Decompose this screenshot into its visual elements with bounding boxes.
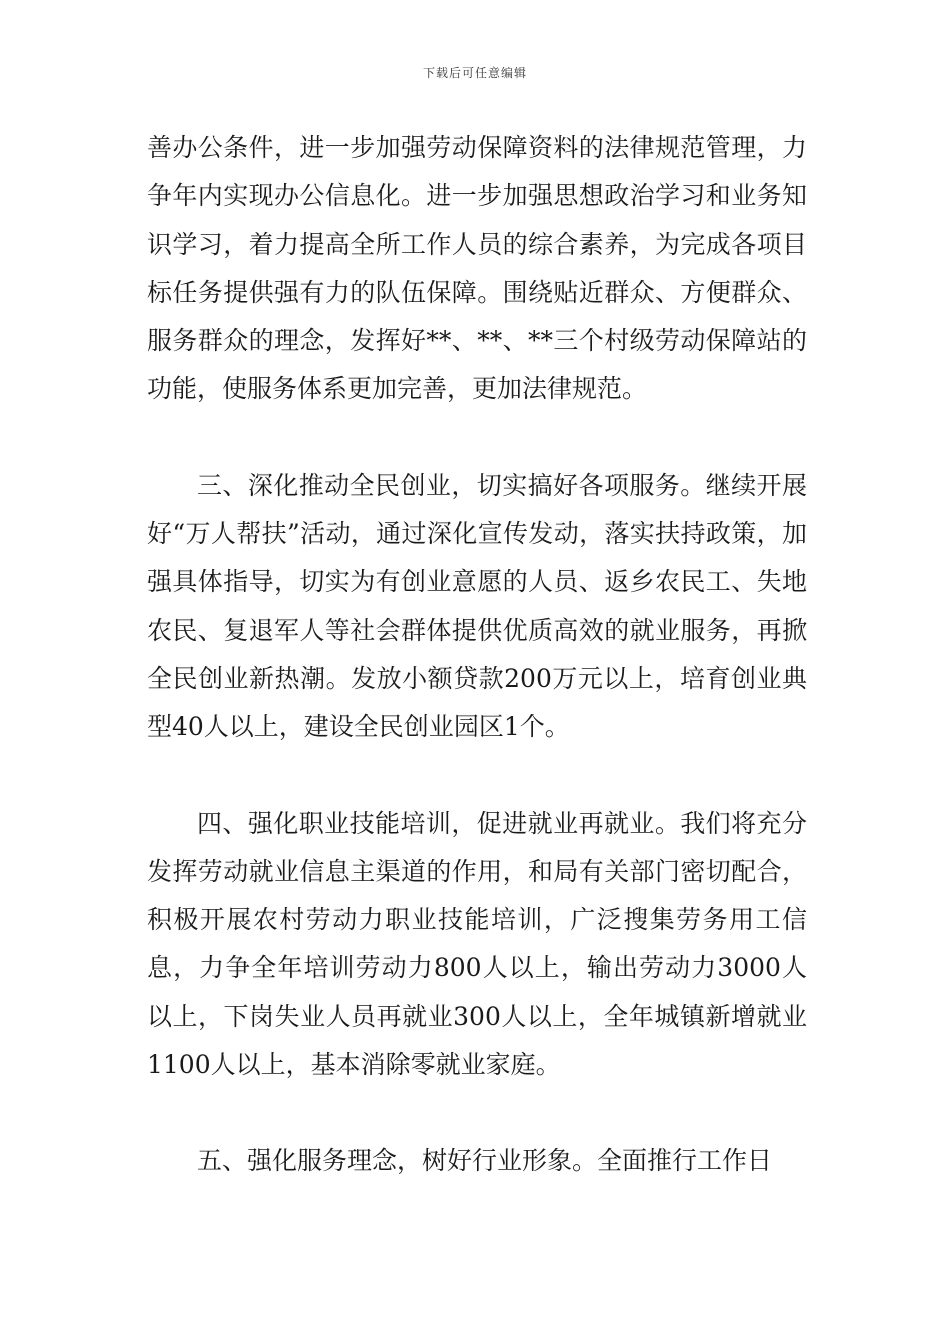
- paragraph-gap: [147, 414, 807, 462]
- paragraph-gap: [147, 752, 807, 800]
- page-header-note: 下载后可任意编辑: [422, 66, 527, 80]
- paragraph-entrepreneurship: 三、深化推动全民创业，切实搞好各项服务。继续开展好“万人帮扶”活动，通过深化宣传发动，落实扶持政策，加强具体指导，切实为有创业意愿的人员、返乡农民工、失地农民、复退军人等社会群体提供优质高效的就业服务，再掀全民创业新热潮。发放小额贷款200万元以上，培育创业典型40人以上，建设全民创业园区1个。: [147, 470, 807, 742]
- document-body: [147, 124, 807, 1186]
- paragraph-gap: [147, 1089, 807, 1137]
- paragraph-service-philosophy: 五、强化服务理念，树好行业形象。全面推行工作日: [197, 1146, 773, 1176]
- paragraph-office-conditions: 善办公条件，进一步加强劳动保障资料的法律规范管理，力争年内实现办公信息化。进一步加强思想政治学习和业务知识学习，着力提高全所工作人员的综合素养，为完成各项目标任务提供强有力的队伍保障。围绕贴近群众、方便群众、服务群众的理念，发挥好**、**、**三个村级劳动保障站的功能，使服务体系更加完善，更加法律规范。: [147, 133, 807, 404]
- paragraph-skills-training: 四、强化职业技能培训，促进就业再就业。我们将充分发挥劳动就业信息主渠道的作用，和局有关部门密切配合，积极开展农村劳动力职业技能培训，广泛搜集劳务用工信息，力争全年培训劳动力800人以上，输出劳动力3000人以上，下岗失业人员再就业300人以上，全年城镇新增就业1100人以上，基本消除零就业家庭。: [147, 808, 807, 1080]
